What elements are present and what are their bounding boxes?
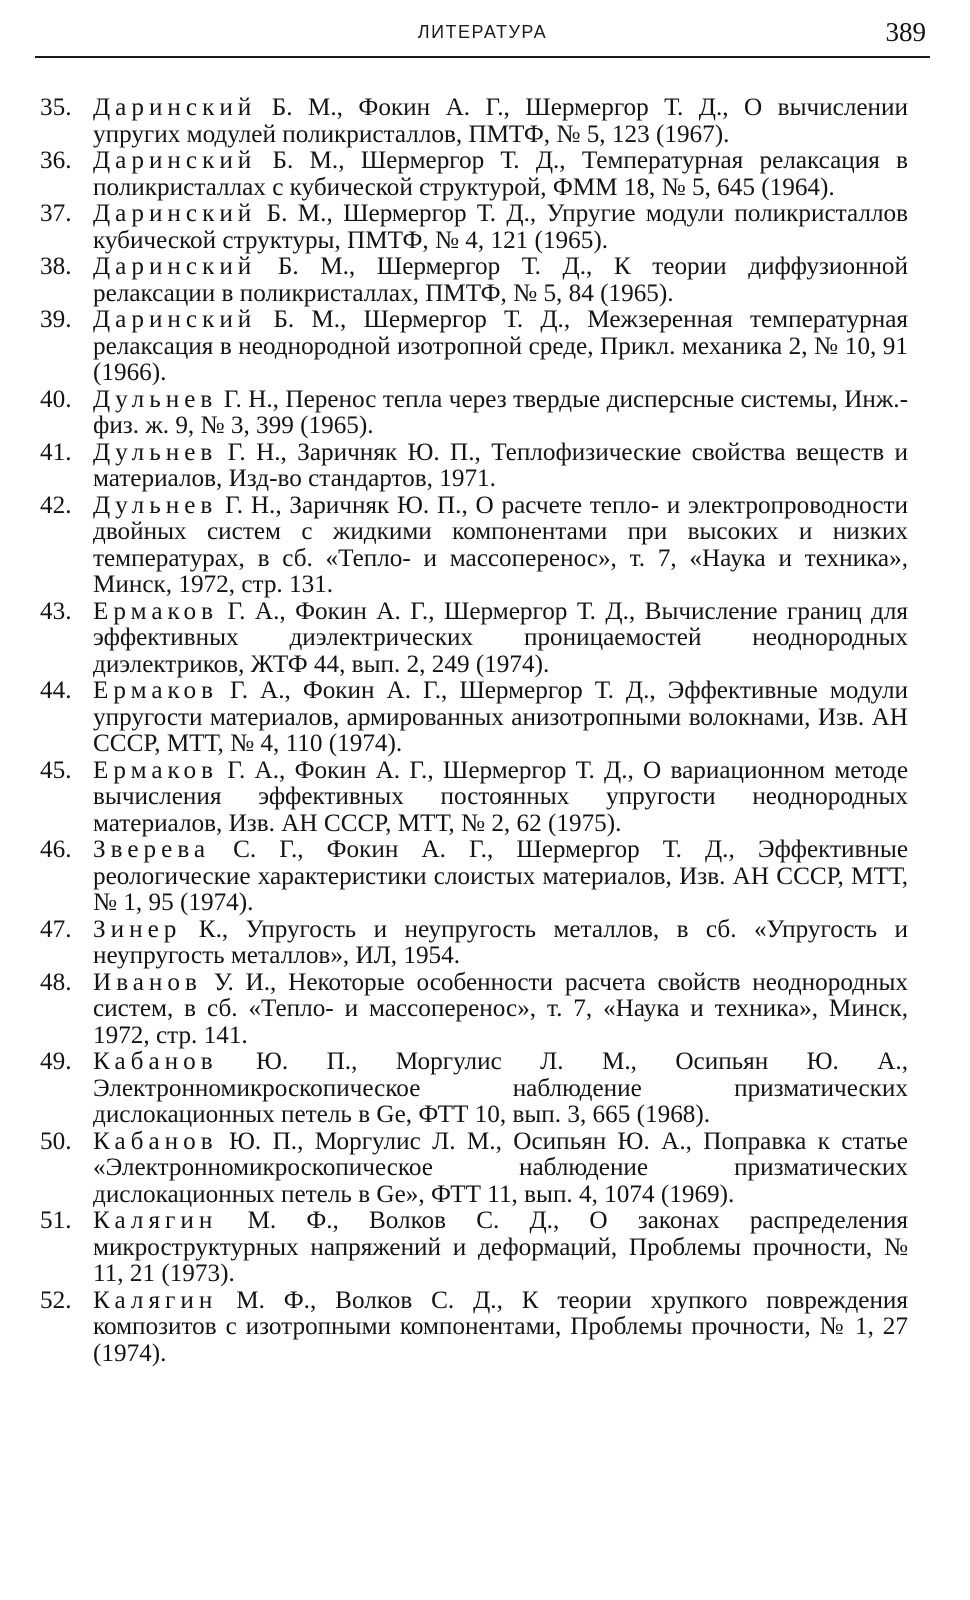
reference-number: 50. xyxy=(40,1127,72,1155)
reference-author: Дульнев xyxy=(93,438,218,466)
reference-body: Ю. П., Моргулис Л. М., Осипьян Ю. А., Поправка к статье «Электронномикроскопическое наблюдение призматических дислокационных петель в Ge», ФТТ 11, вып. 4, 1074 (1969). xyxy=(93,1127,908,1208)
reference-number: 38. xyxy=(40,253,72,280)
reference-text xyxy=(93,307,908,387)
reference-entry xyxy=(40,254,908,307)
reference-number: 40. xyxy=(40,385,72,413)
reference-number: 46. xyxy=(40,836,72,863)
reference-number: 48. xyxy=(40,968,72,996)
reference-text xyxy=(93,917,908,970)
reference-number: 51. xyxy=(40,1207,72,1234)
reference-text xyxy=(93,1129,908,1209)
reference-entry xyxy=(40,758,908,838)
reference-body: Г. Н., Заричняк Ю. П., О расчете тепло- и электропроводности двойных систем с жидкими компонентами при высоких и низких температурах, в сб. «Тепло- и массоперенос», т. 7, «Наука и техника», Минск, 1972, стр. 131. xyxy=(93,491,908,598)
reference-author: Даринский xyxy=(93,94,257,121)
reference-text xyxy=(93,1049,908,1129)
reference-entry xyxy=(40,95,908,148)
reference-number: 44. xyxy=(40,677,72,704)
reference-author: Кабанов xyxy=(93,1127,218,1155)
reference-entry xyxy=(40,837,908,917)
reference-entry xyxy=(40,148,908,201)
reference-entry xyxy=(40,1049,908,1129)
reference-body: Б. М., Шермергор Т. Д., Межзеренная температурная релаксация в неоднородной изотропной среде, Прикл. механика 2, № 10, 91 (1966). xyxy=(93,306,908,386)
reference-author: Даринский xyxy=(93,306,257,333)
reference-number: 35. xyxy=(40,94,72,121)
reference-author: Калягин xyxy=(93,1286,218,1314)
reference-text xyxy=(93,678,908,758)
reference-body: Г. А., Фокин А. Г., Шермергор Т. Д., Вычисление границ для эффективных диэлектрических проницаемостей неоднородных диэлектриков, ЖТФ 44, вып. 2, 249 (1974). xyxy=(93,597,908,678)
reference-entry xyxy=(40,201,908,254)
reference-body: Г. Н., Заричняк Ю. П., Теплофизические свойства веществ и материалов, Изд-во стандартов, 1971. xyxy=(93,438,908,492)
reference-text xyxy=(93,95,908,148)
page-number: 389 xyxy=(885,17,926,47)
reference-text xyxy=(93,837,908,917)
reference-body: Б. М., Шермергор Т. Д., Упругие модули поликристаллов кубической структуры, ПМТФ, № 4, 121 (1965). xyxy=(93,200,908,254)
reference-entry xyxy=(40,970,908,1050)
reference-entry xyxy=(40,1288,908,1368)
reference-body: М. Ф., Волков С. Д., О законах распределения микроструктурных напряжений и деформаций, Проблемы прочности, № 11, 21 (1973). xyxy=(93,1207,908,1287)
reference-entry xyxy=(40,440,908,493)
reference-number: 49. xyxy=(40,1048,72,1075)
reference-author: Дульнев xyxy=(93,491,218,519)
reference-author: Дульнев xyxy=(93,385,218,413)
reference-body: К., Упругость и неупругость металлов, в сб. «Упругость и неупругость металлов», ИЛ, 1954. xyxy=(93,915,908,969)
reference-text xyxy=(93,440,908,493)
reference-text xyxy=(93,758,908,838)
reference-text xyxy=(93,387,908,440)
reference-text xyxy=(93,970,908,1050)
reference-number: 45. xyxy=(40,756,72,784)
reference-author: Даринский xyxy=(93,253,257,280)
reference-entry xyxy=(40,1208,908,1288)
reference-entry xyxy=(40,917,908,970)
reference-text xyxy=(93,148,908,201)
reference-author: Ермаков xyxy=(93,677,218,704)
reference-entry xyxy=(40,307,908,387)
reference-number: 43. xyxy=(40,597,72,625)
reference-author: Ермаков xyxy=(93,597,218,625)
reference-number: 37. xyxy=(40,200,72,227)
reference-body: Г. А., Фокин А. Г., Шермергор Т. Д., Эффективные модули упругости материалов, армированных анизотропными волокнами, Изв. АН СССР, МТТ, № 4, 110 (1974). xyxy=(93,677,908,757)
reference-entry xyxy=(40,678,908,758)
header-rule xyxy=(35,56,930,58)
reference-number: 41. xyxy=(40,438,72,466)
reference-author: Даринский xyxy=(93,200,257,227)
reference-body: М. Ф., Волков С. Д., К теории хрупкого повреждения композитов с изотропными компонентами, Проблемы прочности, № 1, 27 (1974). xyxy=(93,1286,908,1367)
reference-number: 42. xyxy=(40,491,72,519)
reference-number: 47. xyxy=(40,915,72,943)
reference-text xyxy=(93,254,908,307)
reference-body: Г. Н., Перенос тепла через твердые дисперсные системы, Инж.-физ. ж. 9, № 3, 399 (1965). xyxy=(93,385,908,439)
reference-body: Ю. П., Моргулис Л. М., Осипьян Ю. А., Электронномикроскопическое наблюдение призматических дислокационных петель в Ge, ФТТ 10, вып. 3, 665 (1968). xyxy=(93,1048,908,1128)
reference-author: Зверева xyxy=(93,836,211,863)
reference-text xyxy=(93,1208,908,1288)
reference-body: Б. М., Фокин А. Г., Шермергор Т. Д., О вычислении упругих модулей поликристаллов, ПМТФ, № 5, 123 (1967). xyxy=(93,94,908,148)
reference-number: 36. xyxy=(40,147,72,174)
reference-author: Ермаков xyxy=(93,756,218,784)
reference-number: 52. xyxy=(40,1286,72,1314)
reference-body: У. И., Некоторые особенности расчета свойств неоднородных систем, в сб. «Тепло- и массоперенос», т. 7, «Наука и техника», Минск, 1972, стр. 141. xyxy=(93,968,908,1049)
reference-text xyxy=(93,493,908,599)
reference-number: 39. xyxy=(40,306,72,333)
reference-entry xyxy=(40,387,908,440)
reference-list xyxy=(40,95,908,1367)
reference-entry xyxy=(40,1129,908,1209)
reference-body: С. Г., Фокин А. Г., Шермергор Т. Д., Эффективные реологические характеристики слоистых материалов, Изв. АН СССР, МТТ, № 1, 95 (1974). xyxy=(93,836,908,916)
reference-author: Кабанов xyxy=(93,1048,218,1075)
reference-body: Б. М., Шермергор Т. Д., Температурная релаксация в поликристаллах с кубической структурой, ФММ 18, № 5, 645 (1964). xyxy=(93,147,908,201)
reference-body: Г. А., Фокин А. Г., Шермергор Т. Д., О вариационном методе вычисления эффективных постоянных упругости неоднородных материалов, Изв. АН СССР, МТТ, № 2, 62 (1975). xyxy=(93,756,908,837)
reference-text xyxy=(93,599,908,679)
running-title: ЛИТЕРАТУРА xyxy=(417,22,548,42)
reference-author: Даринский xyxy=(93,147,257,174)
reference-author: Иванов xyxy=(93,968,202,996)
reference-author: Зинер xyxy=(93,915,182,943)
reference-entry xyxy=(40,599,908,679)
reference-text xyxy=(93,1288,908,1368)
reference-body: Б. М., Шермергор Т. Д., К теории диффузионной релаксации в поликристаллах, ПМТФ, № 5, 84 (1965). xyxy=(93,253,908,307)
reference-author: Калягин xyxy=(93,1207,218,1234)
reference-text xyxy=(93,201,908,254)
reference-entry xyxy=(40,493,908,599)
page-header xyxy=(35,12,930,58)
